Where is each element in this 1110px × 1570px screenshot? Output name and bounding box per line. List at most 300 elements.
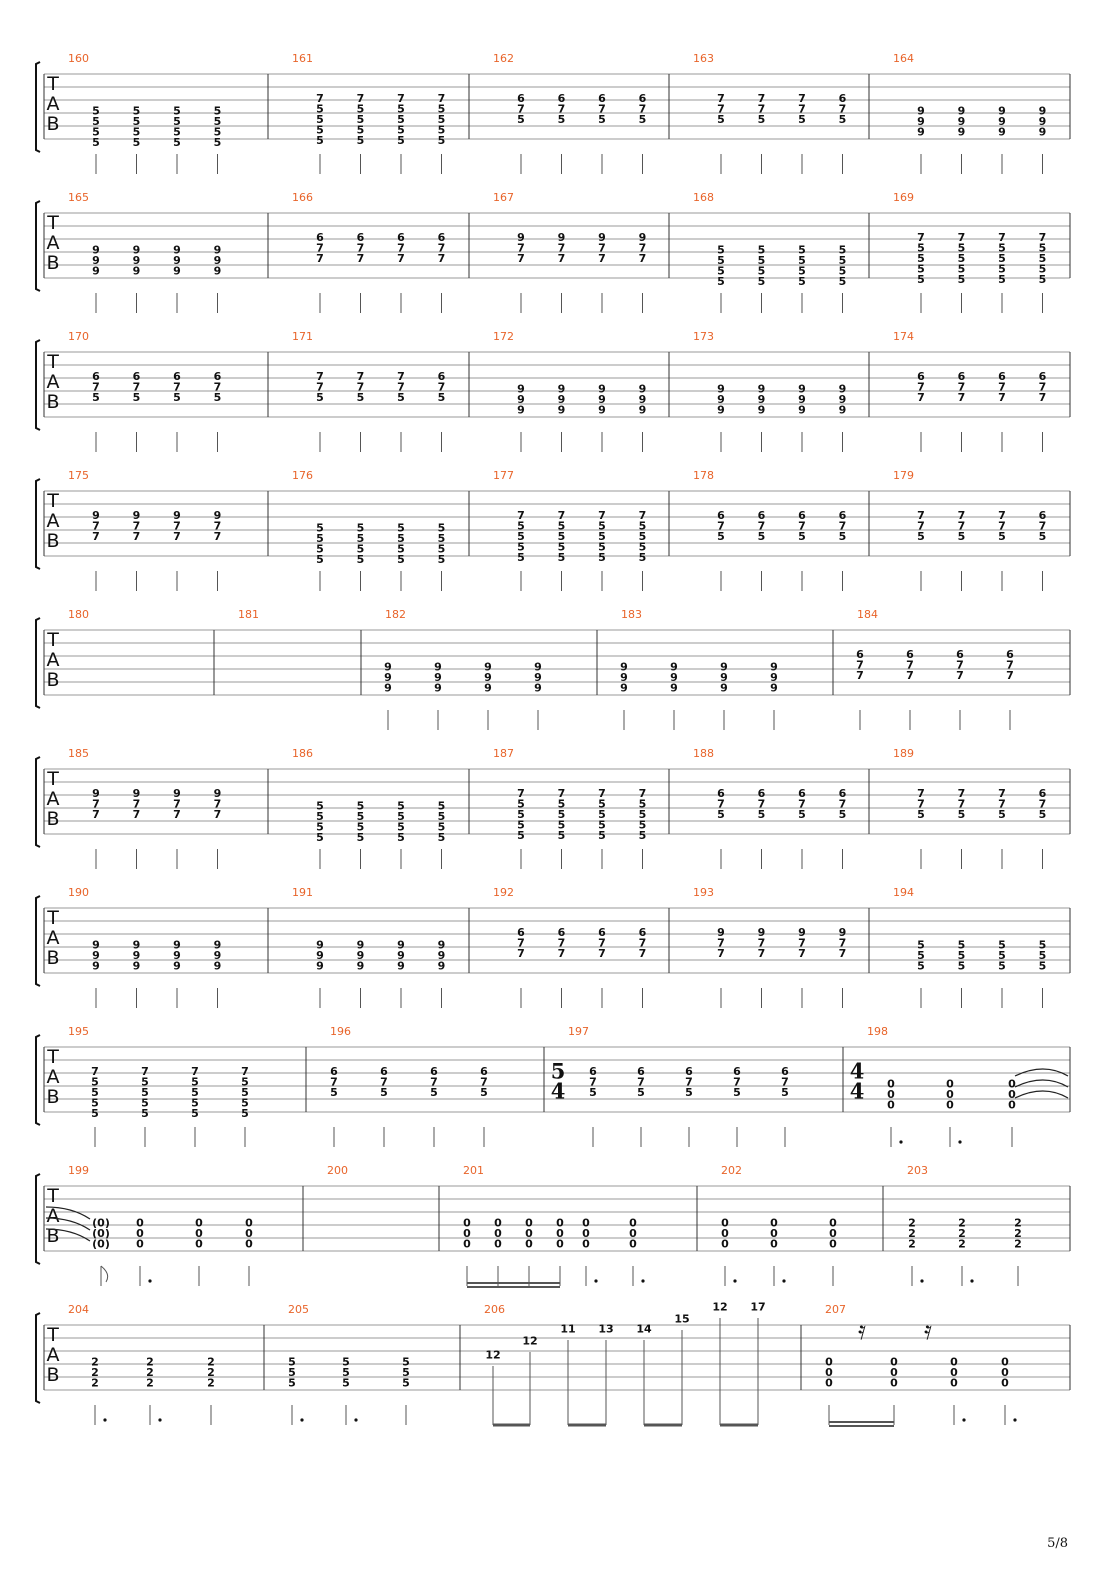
fret-number: 0: [245, 1216, 253, 1230]
fret-number: 5: [397, 809, 405, 823]
fret-number: 9: [757, 382, 766, 396]
fret-number: 9: [957, 104, 966, 118]
fret-number: 7: [356, 251, 365, 265]
fret-number: 6: [856, 647, 864, 661]
fret-number: 2: [958, 1226, 966, 1240]
fret-number: 0: [950, 1365, 958, 1379]
tab-clef-letter: A: [46, 788, 60, 810]
fret-number: 9: [798, 925, 806, 939]
fret-number: 15: [674, 1312, 690, 1326]
fret-number: 0: [195, 1216, 203, 1230]
fret-number: 2: [1014, 1216, 1022, 1230]
measure-number: 173: [693, 330, 714, 343]
fret-number: 5: [757, 274, 766, 288]
fret-number: 5: [356, 133, 365, 147]
fret-number: 5: [589, 1085, 597, 1099]
fret-number: 9: [957, 114, 966, 128]
fret-number: 5: [957, 807, 966, 821]
fret-number: 5: [356, 390, 365, 404]
fret-number: 5: [241, 1075, 249, 1089]
fret-number: 9: [638, 392, 647, 406]
tab-clef-letter: T: [47, 768, 59, 790]
measure: [68, 608, 89, 621]
fret-number: 9: [717, 925, 725, 939]
measure-number: 204: [68, 1303, 89, 1316]
fret-number: 5: [598, 818, 606, 832]
fret-number: 7: [757, 936, 766, 950]
fret-number: 5: [757, 529, 766, 543]
fret-number: 7: [480, 1075, 488, 1089]
fret-number: 0: [946, 1077, 954, 1091]
fret-number: 9: [132, 786, 141, 800]
fret-number: 5: [356, 542, 365, 556]
fret-number: 9: [598, 403, 606, 417]
fret-number: 7: [316, 91, 324, 105]
fret-number: 5: [998, 948, 1006, 962]
fret-number: 0: [245, 1226, 253, 1240]
measure-number: 162: [493, 52, 514, 65]
fret-number: 7: [557, 102, 566, 116]
fret-number: 5: [838, 253, 847, 267]
tab-system: [36, 52, 1070, 174]
fret-number: 7: [998, 519, 1006, 533]
fret-number: 5: [173, 135, 181, 149]
tab-clef-letter: A: [46, 1344, 60, 1366]
fret-number: 7: [517, 102, 525, 116]
fret-number: 5: [598, 529, 606, 543]
fret-number: 9: [517, 230, 525, 244]
fret-number: 9: [132, 938, 141, 952]
system-bracket: [36, 62, 40, 152]
fret-number: 5: [437, 809, 446, 823]
fret-number: 12: [712, 1300, 728, 1314]
fret-number: 7: [598, 786, 606, 800]
fret-number: 7: [557, 936, 566, 950]
fret-number: 5: [1038, 938, 1047, 952]
fret-number: 7: [437, 91, 446, 105]
fret-number: 7: [757, 102, 766, 116]
fret-number: 0: [1001, 1376, 1009, 1390]
time-signature-top: 4: [849, 1058, 865, 1084]
fret-number: 9: [557, 230, 566, 244]
measure-number: 171: [292, 330, 313, 343]
fret-number: 9: [437, 938, 446, 952]
fret-number: 0: [950, 1376, 958, 1390]
sixteenth-rest: 𝄿: [858, 1316, 866, 1346]
fret-number: 0: [825, 1376, 833, 1390]
fret-number: 7: [356, 91, 365, 105]
fret-number: 5: [957, 948, 966, 962]
fret-number: 5: [1038, 959, 1047, 973]
tab-system: [36, 191, 1070, 313]
rhythm-dot: [899, 1140, 902, 1143]
fret-number: 5: [191, 1075, 199, 1089]
measure-number: 188: [693, 747, 714, 760]
fret-number: 5: [798, 264, 806, 278]
fret-number: 7: [397, 251, 405, 265]
fret-number: 7: [1038, 230, 1047, 244]
fret-number: 5: [213, 104, 222, 118]
fret-number: 7: [638, 936, 647, 950]
fret-number: 7: [356, 380, 365, 394]
fret-number: 5: [213, 114, 222, 128]
fret-number: 5: [1038, 262, 1047, 276]
fret-number: 5: [316, 809, 324, 823]
fret-number: 9: [356, 948, 365, 962]
fret-number: 9: [798, 403, 806, 417]
tab-clef-letter: T: [47, 1185, 59, 1207]
fret-number: 2: [146, 1376, 154, 1390]
fret-number: 5: [638, 529, 647, 543]
fret-number: 7: [397, 241, 405, 255]
fret-number: 9: [670, 670, 678, 684]
fret-number: 7: [213, 519, 222, 533]
fret-number: 6: [998, 369, 1006, 383]
fret-number: 5: [917, 948, 925, 962]
fret-number: 6: [838, 508, 847, 522]
fret-number: 9: [213, 264, 222, 278]
fret-number: 5: [356, 123, 365, 137]
measure-number: 166: [292, 191, 313, 204]
fret-number: 13: [598, 1322, 614, 1336]
fret-number: (0): [92, 1216, 110, 1230]
fret-number: 2: [908, 1226, 916, 1240]
fret-number: 7: [998, 390, 1006, 404]
tab-clef-letter: B: [46, 947, 60, 969]
fret-number: 9: [316, 948, 324, 962]
fret-number: 9: [757, 403, 766, 417]
measure-number: 177: [493, 469, 514, 482]
fret-number: 0: [463, 1216, 471, 1230]
fret-number: 5: [342, 1365, 350, 1379]
fret-number: 7: [917, 230, 925, 244]
fret-number: 5: [437, 552, 446, 566]
tab-clef-letter: B: [46, 1086, 60, 1108]
fret-number: 5: [517, 529, 525, 543]
fret-number: 5: [957, 251, 966, 265]
fret-number: 0: [825, 1365, 833, 1379]
fret-number: 2: [91, 1355, 99, 1369]
fret-number: 7: [397, 91, 405, 105]
fret-number: 17: [750, 1300, 766, 1314]
fret-number: 5: [957, 529, 966, 543]
fret-number: 5: [342, 1355, 350, 1369]
fret-number: 0: [946, 1098, 954, 1112]
fret-number: 5: [917, 251, 925, 265]
rhythm-dot: [920, 1279, 923, 1282]
fret-number: 7: [798, 946, 806, 960]
fret-number: 7: [757, 91, 766, 105]
fret-number: 7: [397, 380, 405, 394]
fret-number: (0): [92, 1226, 110, 1240]
fret-number: 7: [517, 241, 525, 255]
fret-number: 7: [1006, 658, 1014, 672]
fret-number: 5: [191, 1106, 199, 1120]
fret-number: 5: [781, 1085, 789, 1099]
fret-number: 5: [316, 799, 324, 813]
measure-number: 168: [693, 191, 714, 204]
fret-number: 5: [957, 959, 966, 973]
fret-number: 6: [437, 230, 446, 244]
measure-number: 189: [893, 747, 914, 760]
fret-number: 7: [957, 508, 966, 522]
rhythm-dot: [103, 1418, 106, 1421]
measure-number: 201: [463, 1164, 484, 1177]
tab-clef-letter: B: [46, 113, 60, 135]
system-bracket: [36, 340, 40, 430]
fret-number: 9: [384, 681, 392, 695]
fret-number: 5: [437, 830, 446, 844]
measure-number: 179: [893, 469, 914, 482]
fret-number: 9: [798, 392, 806, 406]
fret-number: 5: [757, 112, 766, 126]
measure-number: 167: [493, 191, 514, 204]
fret-number: 5: [356, 531, 365, 545]
fret-number: 0: [1008, 1077, 1016, 1091]
fret-number: 6: [906, 647, 914, 661]
measure-number: 178: [693, 469, 714, 482]
fret-number: 7: [91, 1064, 99, 1078]
fret-number: 9: [598, 230, 606, 244]
fret-number: 5: [557, 112, 566, 126]
fret-number: 7: [637, 1075, 645, 1089]
fret-number: 9: [717, 382, 725, 396]
fret-number: 5: [917, 262, 925, 276]
fret-number: 6: [685, 1064, 693, 1078]
fret-number: 5: [316, 542, 324, 556]
fret-number: 7: [717, 797, 725, 811]
fret-number: 9: [557, 392, 566, 406]
measure-number: 193: [693, 886, 714, 899]
fret-number: 7: [917, 797, 925, 811]
fret-number: 5: [356, 830, 365, 844]
fret-number: 9: [92, 786, 100, 800]
fret-number: 7: [917, 380, 925, 394]
fret-number: 9: [92, 938, 100, 952]
fret-number: 7: [1038, 380, 1047, 394]
measure-number: 175: [68, 469, 89, 482]
fret-number: 9: [770, 660, 778, 674]
fret-number: 6: [798, 786, 806, 800]
fret-number: 9: [1038, 114, 1047, 128]
fret-number: 2: [908, 1216, 916, 1230]
fret-number: 7: [557, 251, 566, 265]
fret-number: 7: [437, 241, 446, 255]
fret-number: 5: [213, 390, 222, 404]
fret-number: 0: [890, 1355, 898, 1369]
fret-number: 9: [173, 786, 181, 800]
fret-number: 7: [906, 668, 914, 682]
fret-number: 7: [717, 102, 725, 116]
fret-number: 7: [589, 1075, 597, 1089]
fret-number: 6: [517, 925, 525, 939]
fret-number: 2: [958, 1216, 966, 1230]
fret-number: 5: [637, 1085, 645, 1099]
fret-number: 9: [173, 253, 181, 267]
fret-number: 5: [437, 799, 446, 813]
fret-number: 9: [92, 253, 100, 267]
fret-number: 5: [92, 104, 100, 118]
fret-number: 5: [330, 1085, 338, 1099]
fret-number: 6: [917, 369, 925, 383]
fret-number: 0: [1008, 1087, 1016, 1101]
fret-number: 9: [213, 243, 222, 257]
tab-clef-letter: B: [46, 391, 60, 413]
fret-number: 9: [1038, 125, 1047, 139]
fret-number: 2: [207, 1355, 215, 1369]
measure-number: 183: [621, 608, 642, 621]
fret-number: 5: [288, 1376, 296, 1390]
fret-number: 7: [717, 519, 725, 533]
fret-number: 7: [213, 807, 222, 821]
fret-number: 6: [437, 369, 446, 383]
fret-number: 2: [207, 1376, 215, 1390]
fret-number: 9: [92, 508, 100, 522]
tab-clef-letter: B: [46, 252, 60, 274]
fret-number: 7: [437, 251, 446, 265]
fret-number: 7: [132, 529, 141, 543]
fret-number: 5: [213, 135, 222, 149]
fret-number: 5: [397, 390, 405, 404]
fret-number: 7: [838, 519, 847, 533]
page-number: 5/8: [1047, 1536, 1068, 1551]
fret-number: 7: [638, 786, 647, 800]
fret-number: 5: [241, 1085, 249, 1099]
fret-number: 5: [917, 272, 925, 286]
fret-number: 5: [638, 112, 647, 126]
fret-number: 9: [720, 660, 728, 674]
fret-number: 5: [402, 1376, 410, 1390]
measure-number: 203: [907, 1164, 928, 1177]
fret-number: 9: [670, 660, 678, 674]
rhythm-dot: [300, 1418, 303, 1421]
fret-number: 6: [956, 647, 964, 661]
fret-number: 9: [720, 670, 728, 684]
tab-clef-letter: T: [47, 351, 59, 373]
fret-number: 9: [316, 938, 324, 952]
tab-clef-letter: B: [46, 530, 60, 552]
fret-number: 7: [92, 380, 100, 394]
fret-number: 5: [91, 1106, 99, 1120]
fret-number: 2: [1014, 1226, 1022, 1240]
fret-number: 7: [957, 519, 966, 533]
fret-number: 0: [950, 1355, 958, 1369]
fret-number: 9: [397, 948, 405, 962]
fret-number: 6: [132, 369, 141, 383]
fret-number: 5: [91, 1096, 99, 1110]
fret-number: 9: [770, 681, 778, 695]
system-bracket: [36, 896, 40, 986]
fret-number: 5: [598, 540, 606, 554]
fret-number: 5: [598, 550, 606, 564]
fret-number: 6: [92, 369, 100, 383]
fret-number: 0: [770, 1237, 778, 1251]
measure-number: 194: [893, 886, 914, 899]
fret-number: 9: [356, 938, 365, 952]
fret-number: 9: [132, 253, 141, 267]
fret-number: 5: [838, 807, 847, 821]
rhythm-dot: [641, 1279, 644, 1282]
fret-number: 7: [598, 508, 606, 522]
fret-number: 7: [838, 936, 847, 950]
fret-number: 5: [397, 112, 405, 126]
fret-number: 7: [557, 508, 566, 522]
measure-number: 174: [893, 330, 914, 343]
fret-number: 0: [463, 1237, 471, 1251]
fret-number: 5: [517, 550, 525, 564]
fret-number: 5: [957, 262, 966, 276]
rhythm-dot: [962, 1418, 965, 1421]
fret-number: 7: [1038, 519, 1047, 533]
tab-clef-letter: A: [46, 1066, 60, 1088]
fret-number: 5: [342, 1376, 350, 1390]
fret-number: 0: [770, 1226, 778, 1240]
fret-number: 0: [887, 1098, 895, 1112]
fret-number: 7: [798, 102, 806, 116]
fret-number: 0: [195, 1226, 203, 1240]
fret-number: 5: [957, 272, 966, 286]
fret-number: 5: [917, 807, 925, 821]
fret-number: 9: [213, 959, 222, 973]
fret-number: 7: [917, 390, 925, 404]
measure-number: 207: [825, 1303, 846, 1316]
fret-number: 5: [316, 820, 324, 834]
fret-number: 5: [757, 243, 766, 257]
fret-number: 7: [397, 369, 405, 383]
fret-number: 7: [717, 91, 725, 105]
fret-number: 9: [620, 660, 628, 674]
measure: [238, 608, 259, 621]
fret-number: 5: [173, 390, 181, 404]
fret-number: 5: [998, 959, 1006, 973]
tab-clef-letter: B: [46, 669, 60, 691]
fret-number: 6: [517, 91, 525, 105]
fret-number: 9: [534, 660, 542, 674]
fret-number: 0: [245, 1237, 253, 1251]
measure-number: 186: [292, 747, 313, 760]
fret-number: 9: [838, 382, 847, 396]
fret-number: 5: [517, 540, 525, 554]
fret-number: 5: [598, 112, 606, 126]
tab-clef-letter: A: [46, 510, 60, 532]
fret-number: 7: [316, 380, 324, 394]
measure-number: 196: [330, 1025, 351, 1038]
fret-number: 7: [685, 1075, 693, 1089]
fret-number: 5: [557, 797, 566, 811]
fret-number: 9: [598, 392, 606, 406]
fret-number: 9: [620, 670, 628, 684]
fret-number: 5: [838, 243, 847, 257]
fret-number: 9: [397, 959, 405, 973]
fret-number: 6: [380, 1064, 388, 1078]
fret-number: 5: [798, 274, 806, 288]
fret-number: 11: [560, 1322, 576, 1336]
fret-number: 0: [946, 1087, 954, 1101]
fret-number: 5: [397, 799, 405, 813]
measure-number: 169: [893, 191, 914, 204]
fret-number: 7: [957, 786, 966, 800]
fret-number: 9: [132, 959, 141, 973]
measure-number: 184: [857, 608, 878, 621]
system-bracket: [36, 201, 40, 291]
fret-number: 6: [757, 786, 766, 800]
time-signature-top: 5: [550, 1058, 566, 1084]
fret-number: 5: [557, 807, 566, 821]
fret-number: 14: [636, 1322, 652, 1336]
fret-number: 7: [517, 508, 525, 522]
measure-number: 160: [68, 52, 89, 65]
tab-clef-letter: A: [46, 649, 60, 671]
